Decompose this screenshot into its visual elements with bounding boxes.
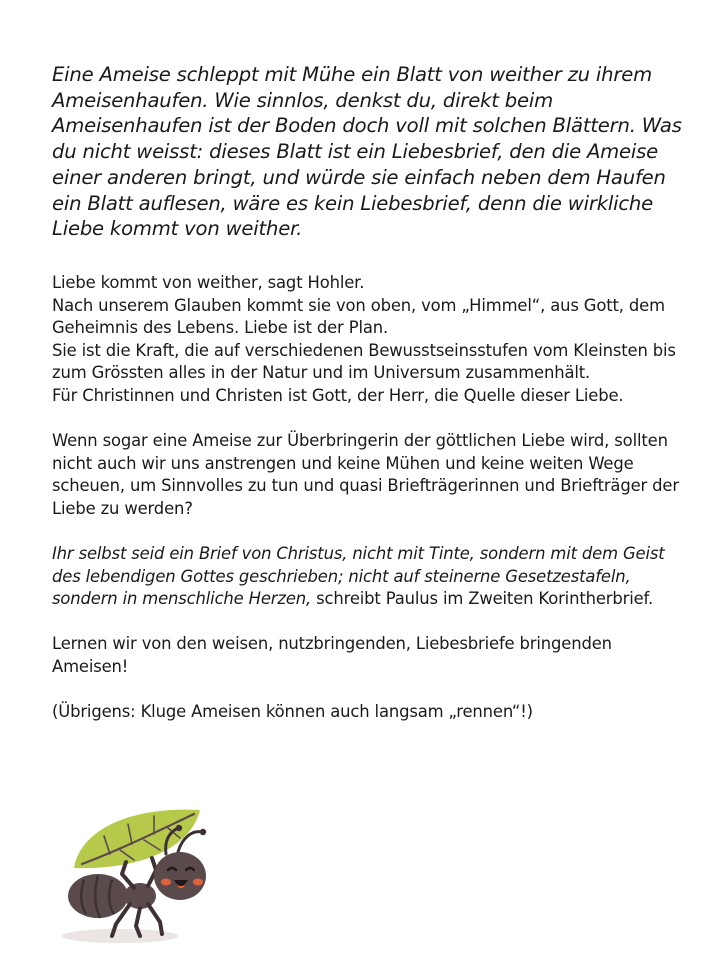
paragraph-learn: Lernen wir von den weisen, nutzbringenden, Liebesbriefe bringenden Ameisen! bbox=[52, 634, 612, 677]
document-body bbox=[52, 62, 692, 746]
paragraph-paulus-quote bbox=[52, 543, 692, 611]
ant-carrying-leaf-icon bbox=[60, 800, 220, 945]
paragraph-love-origin bbox=[52, 272, 692, 408]
text-line: Sie ist die Kraft, die auf verschiedenen Bewusstseinsstufen vom Kleinsten bis zum Grössten alles in der Natur und im Universum zusammenhält. bbox=[52, 340, 676, 383]
paragraph-ant-messenger: Wenn sogar eine Ameise zur Überbringerin der göttlichen Liebe wird, sollten nicht auch wir uns anstrengen und keine Mühen und keine weiten Wege scheuen, um Sinnvolles zu tun und quasi Briefträgerinnen und Briefträger der Liebe zu werden? bbox=[52, 431, 679, 518]
bible-quote: Ihr selbst seid ein Brief von Christus, nicht mit Tinte, sondern mit dem Geist des lebendigen Gottes geschrieben; nicht auf steinerne Gesetzestafeln, sondern in menschliche Herzen, bbox=[52, 544, 665, 609]
main-text bbox=[52, 272, 692, 724]
text-line: Nach unserem Glauben kommt sie von oben, vom „Himmel“, aus Gott, dem Geheimnis des Lebens. Liebe ist der Plan. bbox=[52, 295, 665, 338]
intro-paragraph: Eine Ameise schleppt mit Mühe ein Blatt von weither zu ihrem Ameisenhaufen. Wie sinnlos, denkst du, direkt beim Ameisenhaufen ist der Boden doch voll mit solchen Blättern. Was du nicht weisst: dieses Blatt ist ein Liebesbrief, den die Ameise einer anderen bringt, und würde sie einfach neben dem Haufen ein Blatt auflesen, wäre es kein Liebesbrief, denn die wirkliche Liebe kommt von weither. bbox=[52, 63, 682, 241]
text-line: Liebe kommt von weither, sagt Hohler. bbox=[52, 272, 365, 292]
quote-attribution: schreibt Paulus im Zweiten Korintherbrief. bbox=[311, 589, 654, 609]
text-line: Für Christinnen und Christen ist Gott, der Herr, die Quelle dieser Liebe. bbox=[52, 385, 624, 405]
paragraph-closing: (Übrigens: Kluge Ameisen können auch langsam „rennen“!) bbox=[52, 702, 533, 722]
